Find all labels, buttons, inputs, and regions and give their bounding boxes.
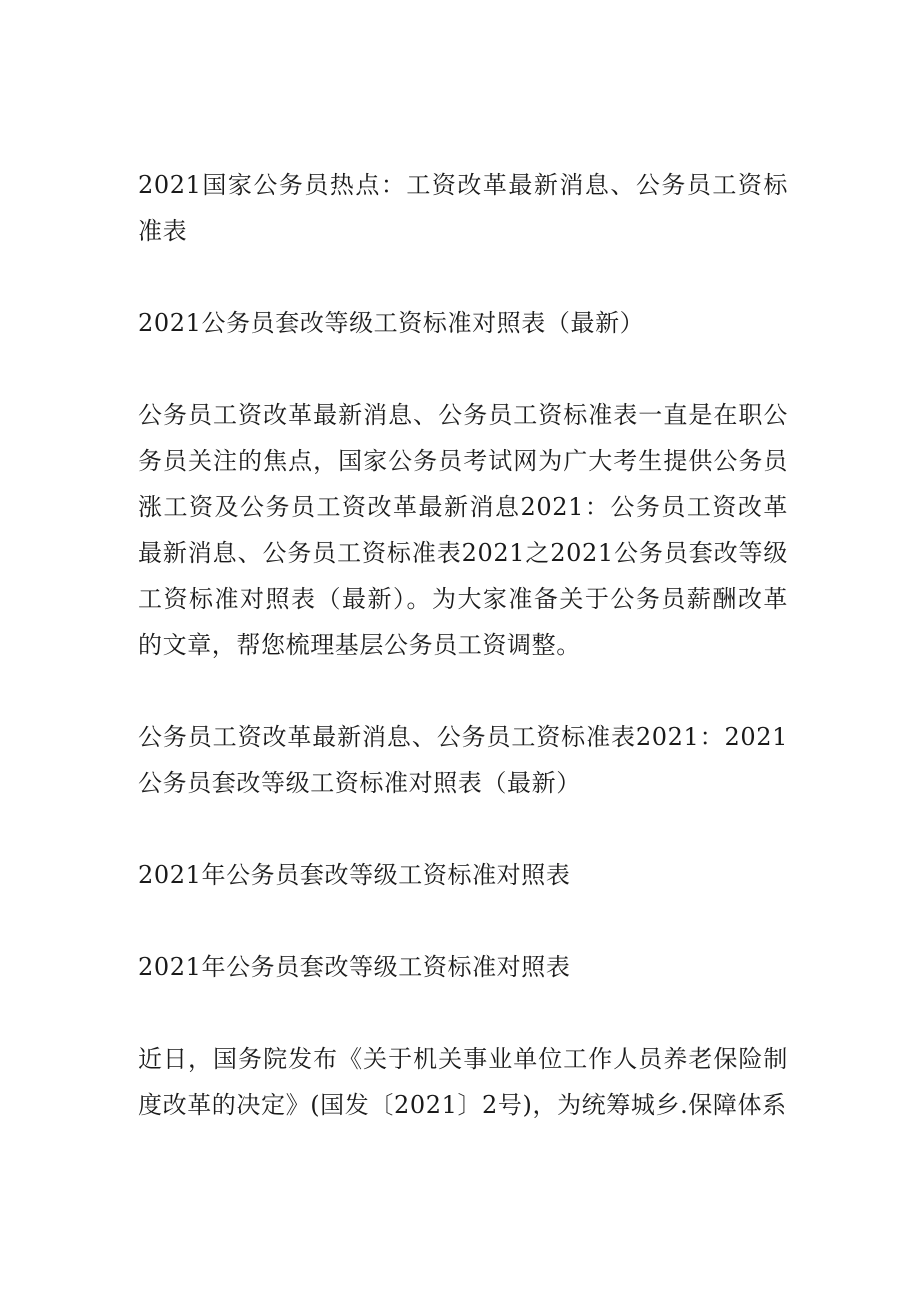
document-body (138, 162, 788, 1174)
body-paragraph: 公务员工资改革最新消息、公务员工资标准表一直是在职公务员关注的焦点，国家公务员考试网为广大考生提供公务员涨工资及公务员工资改革最新消息2021：公务员工资改革最新消息、公务员工资标准表2021之2021公务员套改等级工资标准对照表（最新）。为大家准备关于公务员薪酬改革的文章，帮您梳理基层公务员工资调整。 (138, 401, 788, 659)
body-paragraph: 近日，国务院发布《关于机关事业单位工作人员养老保险制度改革的决定》(国发〔2021〕2号)，为统筹城乡.保障体系 (138, 1045, 788, 1119)
section-heading: 2021年公务员套改等级工资标准对照表 (138, 861, 571, 889)
document-title: 2021国家公务员热点：工资改革最新消息、公务员工资标准表 (138, 171, 788, 245)
section-heading: 公务员工资改革最新消息、公务员工资标准表2021：2021公务员套改等级工资标准对照表（最新） (138, 723, 788, 797)
section-heading: 2021年公务员套改等级工资标准对照表 (138, 953, 571, 981)
section-heading: 2021公务员套改等级工资标准对照表（最新） (138, 309, 645, 337)
